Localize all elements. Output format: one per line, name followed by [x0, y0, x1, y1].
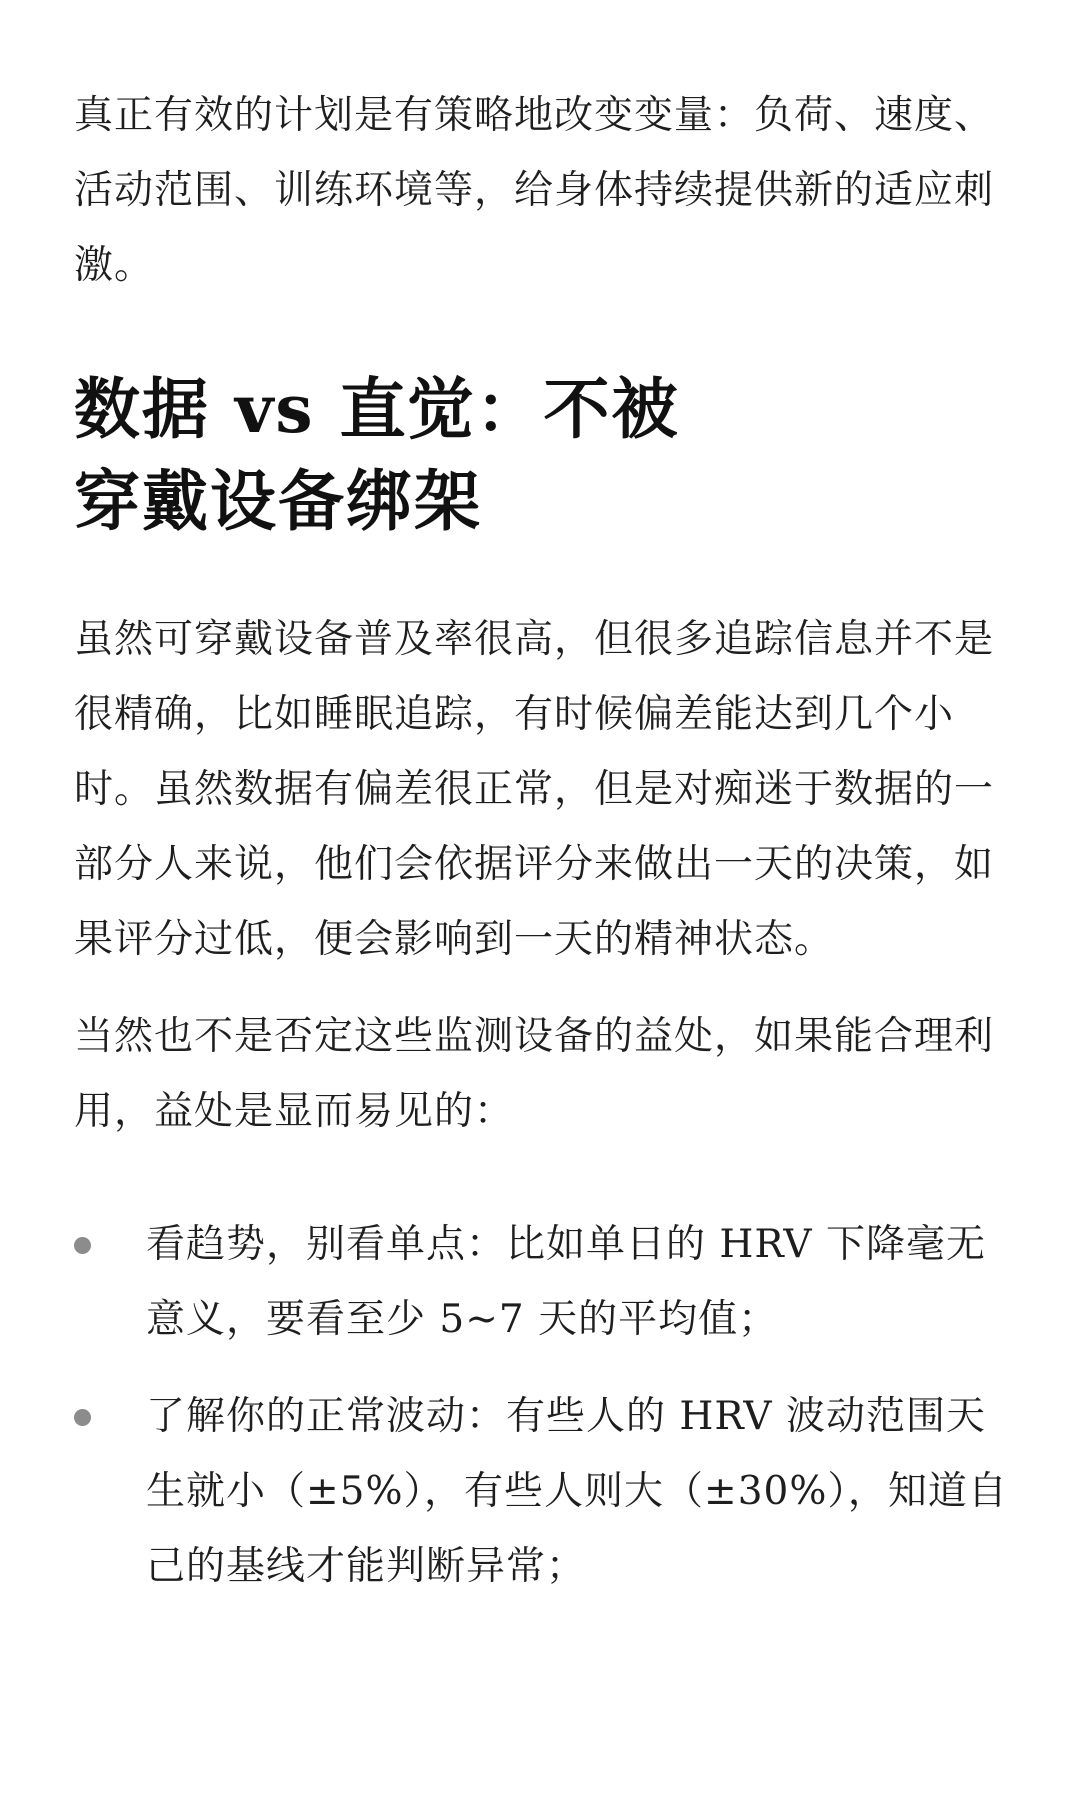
- list-item-text: 看趋势，别看单点：比如单日的 HRV 下降毫无意义，要看至少 5~7 天的平均值；: [146, 1222, 986, 1342]
- bullet-list: [74, 1207, 1008, 1604]
- body-paragraph: 当然也不是否定这些监测设备的益处，如果能合理利用，益处是显而易见的：: [74, 1014, 995, 1134]
- body-paragraph: 虽然可穿戴设备普及率很高，但很多追踪信息并不是很精确，比如睡眠追踪，有时候偏差能达到几个小时。虽然数据有偏差很正常，但是对痴迷于数据的一部分人来说，他们会依据评分来做出一天的决策，如果评分过低，便会影响到一天的精神状态。: [74, 617, 995, 962]
- bullet-dot-icon: [74, 1409, 91, 1426]
- section-heading: 数据 vs 直觉：不被穿戴设备绑架: [74, 370, 680, 540]
- list-item: [74, 1379, 1008, 1604]
- list-item-text: 了解你的正常波动：有些人的 HRV 波动范围天生就小（±5%），有些人则大（±30%），知道自己的基线才能判断异常；: [146, 1394, 1008, 1589]
- intro-paragraph: 真正有效的计划是有策略地改变变量：负荷、速度、活动范围、训练环境等，给身体持续提供新的适应刺激。: [74, 93, 995, 288]
- bullet-dot-icon: [74, 1237, 91, 1254]
- list-item: [74, 1207, 1008, 1357]
